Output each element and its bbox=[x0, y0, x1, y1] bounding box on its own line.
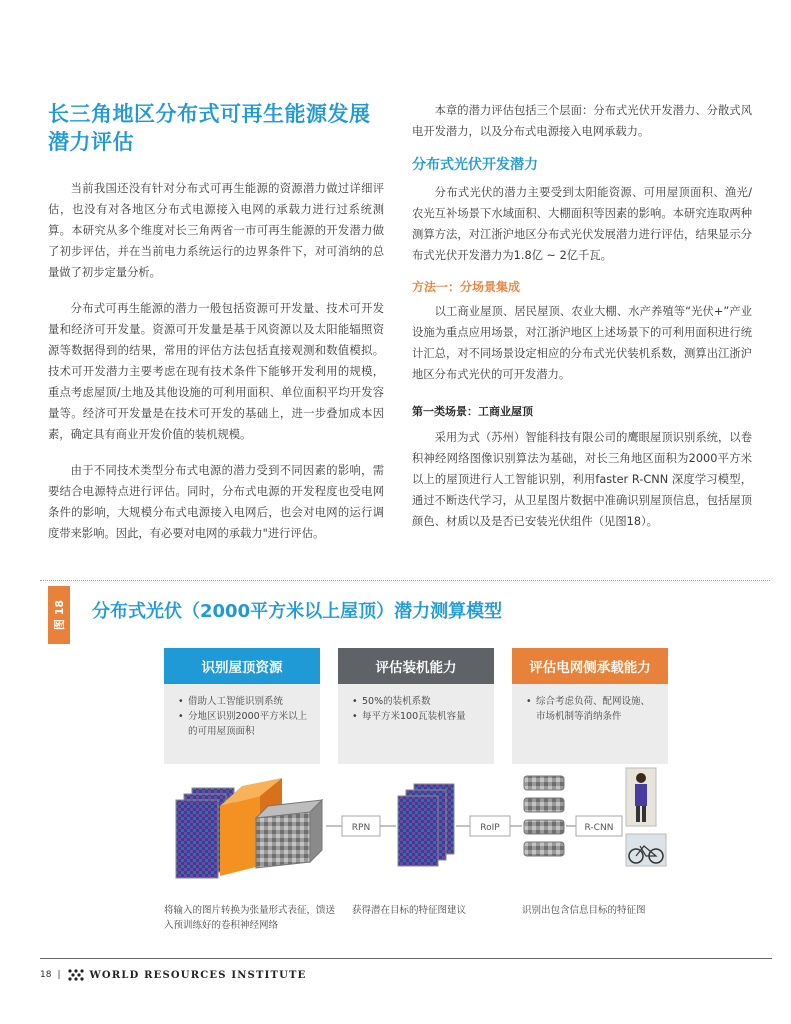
scene-paragraph: 采用为式（苏州）智能科技有限公司的鹰眼屋顶识别系统，以卷积神经网络图像识别算法为基础，对长三角地区面积为2000平方米以上的屋顶进行人工智能识别，利用faster R-CNN 深度学习模型，通过不断迭代学习，从卫星图片数据中准确识别屋顶信息，包括屋顶颜色、材质以及是否已安装光伏组件（见图18）。 bbox=[412, 431, 752, 528]
figure-divider bbox=[40, 580, 770, 581]
footer-rule bbox=[40, 958, 772, 959]
footer-separator: | bbox=[57, 970, 61, 980]
bicycle-output-image bbox=[626, 834, 666, 866]
figure-title: 分布式光伏（2000平方米以上屋顶）潜力测算模型 bbox=[92, 601, 503, 622]
rpn-label: RPN bbox=[351, 823, 371, 833]
figure-tab-label: 图 18 bbox=[53, 599, 67, 631]
caption-feature-proposal: 获得潜在目标的特征图建议 bbox=[352, 905, 467, 916]
figure-tab bbox=[48, 586, 70, 644]
feature-map-block bbox=[256, 800, 322, 868]
pv-paragraph: 分布式光伏的潜力主要受到太阳能资源、可用屋顶面积、渔光/农光互补场景下水域面积、大棚面积等因素的影响。本研究连取两种测算方法，对江浙沪地区分布式光伏发展潜力进行评估，结果显示分布式光伏开发潜力为1.8亿 ~ 2亿千瓦。 bbox=[412, 186, 752, 262]
caption-input: 将输入的图片转换为张量形式表征，馈送入预训练好的卷积神经网络 bbox=[164, 905, 336, 931]
page-number: 18 bbox=[40, 970, 52, 980]
left-paragraph-2: 分布式可再生能源的潜力一般包括资源可开发量、技术可开发量和经济可开发量。资源可开发量是基于风资源以及太阳能辐照资源等数据得到的结果，常用的评估方法包括直接观测和数值模拟。技术可开发潜力主要考虑在现有技术条件下能够开发利用的规模，重点考虑屋顶/土地及其他设施的可利用面积、单位面积平均开发容量等。经济可开发量是在技术可开发的基础上，进一步叠加成本因素，确定具有商业开发价值的装机规模。 bbox=[48, 302, 384, 441]
left-paragraph-3: 由于不同技术类型分布式电源的潜力受到不同因素的影响，需要结合电源特点进行评估。同时，分布式电源的开发程度也受电网条件的影响，大规模分布式电源接入电网后，也会对电网的运行调度带来影响。因此，有必要对电网的承载力"进行评估。 bbox=[48, 464, 384, 540]
panel-3-item: • 综合考虑负荷、配网设施、市场机制等消纳条件 bbox=[526, 694, 658, 724]
intro-paragraph: 本章的潜力评估包括三个层面：分布式光伏开发潜力、分散式风电开发潜力，以及分布式电源接入电网承载力。 bbox=[412, 104, 752, 138]
cnn-pipeline-diagram bbox=[160, 766, 680, 896]
panel-grid-title: 评估电网侧承载能力 bbox=[512, 648, 668, 684]
panel-2-item: • 50%的装机系数 bbox=[352, 694, 484, 709]
panel-identify-roof-title: 识别屋顶资源 bbox=[164, 648, 320, 684]
panel-capacity bbox=[338, 648, 494, 764]
panel-1-item: • 分地区识别2000平方米以上的可用屋顶面积 bbox=[178, 709, 310, 739]
pv-heading: 分布式光伏开发潜力 bbox=[412, 157, 538, 173]
page-footer bbox=[40, 968, 307, 982]
panel-2-item: • 每平方米100瓦装机容量 bbox=[352, 709, 484, 724]
panel-grid bbox=[512, 648, 668, 764]
wri-logo-icon bbox=[67, 968, 85, 982]
panel-capacity-title: 评估装机能力 bbox=[338, 648, 494, 684]
organization-name: WORLD RESOURCES INSTITUTE bbox=[89, 969, 307, 981]
method-paragraph: 以工商业屋顶、居民屋顶、农业大棚、水产养殖等“光伏+”产业设施为重点应用场景，对江浙沪地区上述场景下的可利用面积进行统计汇总，对不同场景设定相应的分布式光伏装机系数，测算出江浙沪地区分布式光伏的可开发潜力。 bbox=[412, 305, 752, 381]
right-column bbox=[412, 100, 752, 538]
section-title: 长三角地区分布式可再生能源发展潜力评估 bbox=[48, 102, 371, 154]
method-heading: 方法一：分场景集成 bbox=[412, 280, 521, 294]
roip-label: RoIP bbox=[480, 823, 500, 833]
caption-identify: 识别出包含信息目标的特征图 bbox=[522, 905, 646, 916]
scene-heading: 第一类场景：工商业屋顶 bbox=[412, 405, 533, 418]
rcnn-label: R-CNN bbox=[584, 823, 614, 833]
roi-feature-cylinders bbox=[524, 776, 564, 856]
left-column bbox=[48, 100, 384, 559]
left-paragraph-1: 当前我国还没有针对分布式可再生能源的资源潜力做过详细评估，也没有对各地区分布式电源接入电网的承载力进行过系统测算。本研究从多个维度对长三角两省一市可再生能源的开发潜力做了初步评估，并在当前电力系统运行的边界条件下，对可消纳的总量做了初步定量分析。 bbox=[48, 182, 384, 279]
panel-1-item: • 借助人工智能识别系统 bbox=[178, 694, 310, 709]
panel-identify-roof bbox=[164, 648, 320, 764]
person-output-image bbox=[626, 768, 656, 826]
feature-map-images bbox=[398, 784, 454, 866]
